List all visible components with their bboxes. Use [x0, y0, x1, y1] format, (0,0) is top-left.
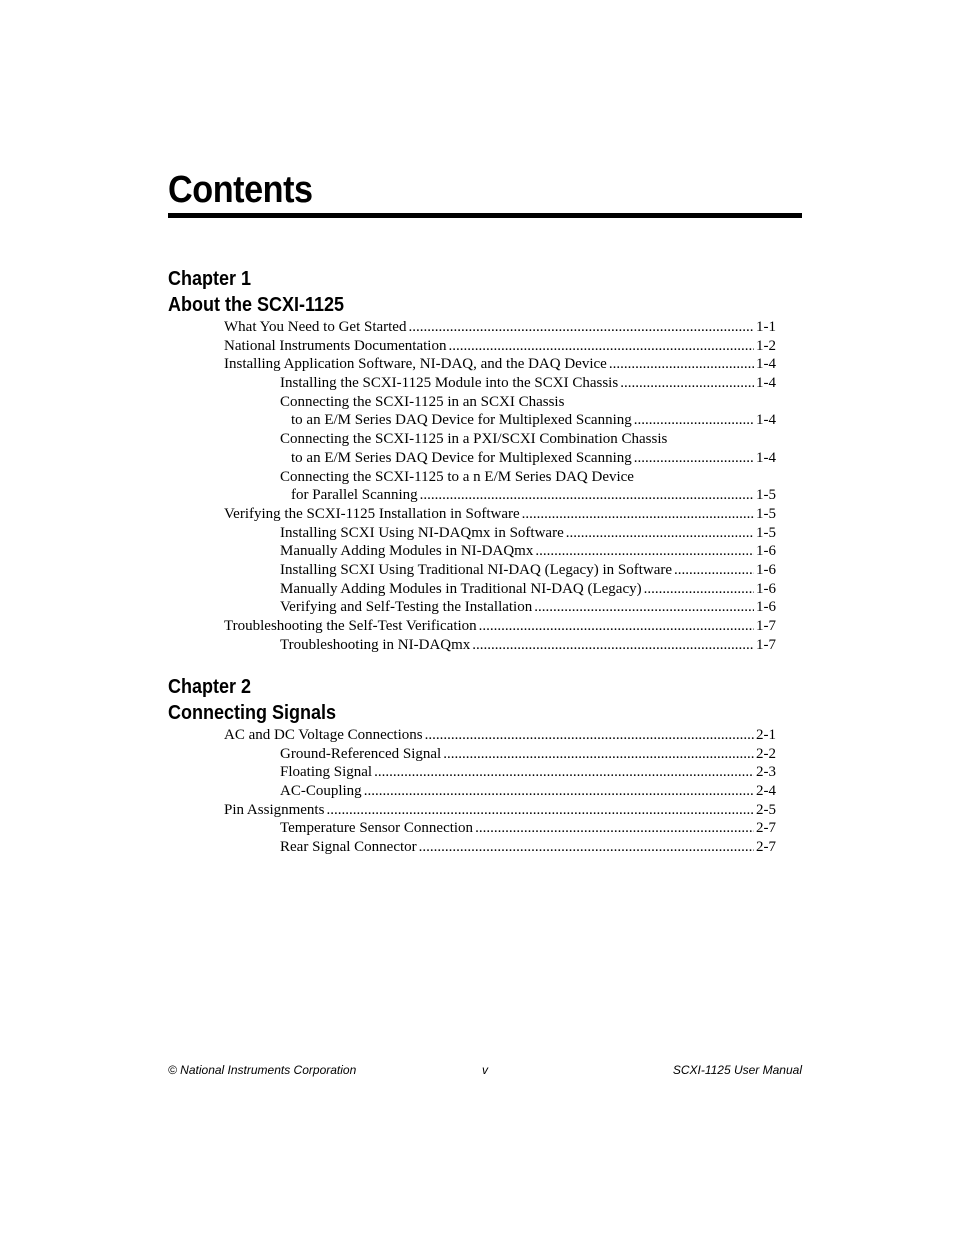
toc-entry-text: Connecting the SCXI-1125 in a PXI/SCXI Combination Chassis [280, 431, 668, 448]
toc-entry[interactable] [280, 542, 802, 561]
toc-entry-text: AC-Coupling [280, 783, 362, 800]
toc-leader-dots [620, 374, 754, 393]
toc-entry-text: Floating Signal [280, 764, 373, 781]
toc-entry[interactable] [280, 524, 802, 543]
toc-entry[interactable] [224, 726, 802, 745]
toc-page-number: 2-4 [756, 783, 776, 800]
toc-leader-dots [472, 636, 754, 655]
toc-entry[interactable] [280, 782, 802, 801]
chapter-title: Connecting Signals [168, 702, 337, 724]
toc-entry-text: Installing SCXI Using Traditional NI-DAQ (Legacy) in Software [280, 561, 673, 578]
toc-entry[interactable] [280, 838, 802, 857]
toc-page-number: 2-3 [756, 764, 776, 781]
toc-leader-dots [408, 318, 754, 337]
toc-list [168, 726, 802, 857]
toc-entry[interactable] [280, 819, 802, 838]
toc-page-number: 1-6 [756, 580, 776, 597]
toc-leader-dots [674, 561, 754, 580]
toc-page-number: 2-7 [756, 820, 776, 837]
toc-entry[interactable] [224, 318, 802, 337]
toc-leader-dots [364, 782, 754, 801]
toc-page-number: 1-4 [756, 449, 776, 466]
toc-page-number: 1-4 [756, 375, 776, 392]
toc-page-number: 1-7 [756, 618, 776, 634]
toc-leader-dots [419, 838, 754, 857]
toc-leader-dots [535, 542, 754, 561]
toc-page-number: 2-7 [756, 839, 776, 856]
toc-entry[interactable] [224, 337, 802, 356]
chapter-1-section [168, 266, 802, 654]
toc-entry[interactable] [280, 468, 802, 487]
toc-entry[interactable] [280, 561, 802, 580]
chapter-title: About the SCXI-1125 [168, 294, 345, 316]
toc-entry[interactable] [280, 598, 802, 617]
toc-entry-text: Temperature Sensor Connection [280, 820, 474, 837]
page-title: Contents [168, 169, 313, 211]
toc-leader-dots [443, 745, 754, 764]
toc-leader-dots [522, 505, 754, 524]
toc-leader-dots [448, 337, 754, 356]
toc-leader-dots [374, 763, 754, 782]
toc-page-number: 2-5 [756, 801, 776, 818]
toc-leader-dots [634, 411, 754, 430]
toc-entry[interactable] [280, 636, 802, 655]
toc-entry[interactable] [280, 374, 802, 393]
toc-entry[interactable] [291, 449, 802, 468]
footer-manual-title: SCXI-1125 User Manual [672, 1063, 802, 1077]
toc-leader-dots [566, 524, 754, 543]
toc-entry-text: National Instruments Documentation [224, 337, 447, 354]
toc-entry-text: Connecting the SCXI-1125 to a n E/M Series DAQ Device [280, 468, 634, 485]
toc-leader-dots [534, 598, 754, 617]
toc-entry-text: Verifying and Self-Testing the Installation [280, 599, 533, 616]
toc-entry-text: for Parallel Scanning [291, 487, 418, 504]
chapter-label: Chapter 2 [168, 676, 252, 698]
toc-page-number: 1-6 [756, 599, 776, 616]
title-rule [168, 213, 802, 218]
toc-leader-dots [420, 486, 754, 505]
footer-copyright: © National Instruments Corporation [168, 1063, 357, 1077]
toc-entry-text: to an E/M Series DAQ Device for Multiplexed Scanning [291, 412, 632, 429]
toc-entry-text: Ground-Referenced Signal [280, 745, 442, 762]
toc-list [168, 318, 802, 654]
toc-leader-dots [425, 726, 754, 745]
toc-page-number: 1-6 [756, 543, 776, 560]
chapter-2-section [168, 674, 802, 857]
toc-entry[interactable] [291, 486, 802, 505]
toc-entry[interactable] [280, 763, 802, 782]
toc-page-number: 1-4 [756, 356, 776, 373]
toc-page-number: 1-6 [756, 561, 776, 578]
toc-page-number: 2-1 [756, 727, 776, 743]
toc-entry-text: Installing Application Software, NI-DAQ, and the DAQ Device [224, 356, 607, 373]
toc-entry[interactable] [280, 745, 802, 764]
toc-leader-dots [634, 449, 754, 468]
toc-entry-text: Installing SCXI Using NI-DAQmx in Software [280, 524, 564, 541]
toc-entry[interactable] [224, 505, 802, 524]
toc-entry[interactable] [280, 430, 802, 449]
toc-entry-text: AC and DC Voltage Connections [224, 727, 423, 743]
toc-entry-text: Troubleshooting the Self-Test Verification [224, 618, 477, 634]
chapter-label: Chapter 1 [168, 268, 252, 290]
footer-page-number: v [482, 1063, 488, 1077]
toc-page-number: 1-1 [756, 319, 776, 335]
toc-leader-dots [326, 801, 754, 820]
toc-entry-text: Connecting the SCXI-1125 in an SCXI Chassis [280, 393, 565, 410]
toc-entry-text: Pin Assignments [224, 801, 325, 818]
toc-entry-text: What You Need to Get Started [224, 319, 407, 335]
toc-entry-text: Manually Adding Modules in NI-DAQmx [280, 543, 534, 560]
toc-leader-dots [479, 617, 754, 636]
toc-page-number: 1-5 [756, 505, 776, 522]
toc-entry[interactable] [280, 393, 802, 412]
toc-page-number: 1-5 [756, 487, 776, 504]
toc-entry[interactable] [224, 355, 802, 374]
toc-page-number: 1-2 [756, 337, 776, 354]
toc-entry[interactable] [224, 617, 802, 636]
toc-entry-text: Troubleshooting in NI-DAQmx [280, 636, 471, 653]
toc-entry[interactable] [224, 801, 802, 820]
toc-entry[interactable] [291, 411, 802, 430]
toc-leader-dots [609, 355, 754, 374]
toc-page-number: 1-7 [756, 636, 776, 653]
toc-entry-text: Verifying the SCXI-1125 Installation in Software [224, 505, 520, 522]
toc-entry-text: Manually Adding Modules in Traditional NI-DAQ (Legacy) [280, 580, 642, 597]
toc-entry[interactable] [280, 580, 802, 599]
toc-page-number: 2-2 [756, 745, 776, 762]
toc-leader-dots [475, 819, 754, 838]
toc-page-number: 1-5 [756, 524, 776, 541]
toc-page-number: 1-4 [756, 412, 776, 429]
toc-entry-text: Rear Signal Connector [280, 839, 417, 856]
toc-leader-dots [644, 580, 754, 599]
toc-entry-text: Installing the SCXI-1125 Module into the SCXI Chassis [280, 375, 619, 392]
toc-entry-text: to an E/M Series DAQ Device for Multiplexed Scanning [291, 449, 632, 466]
